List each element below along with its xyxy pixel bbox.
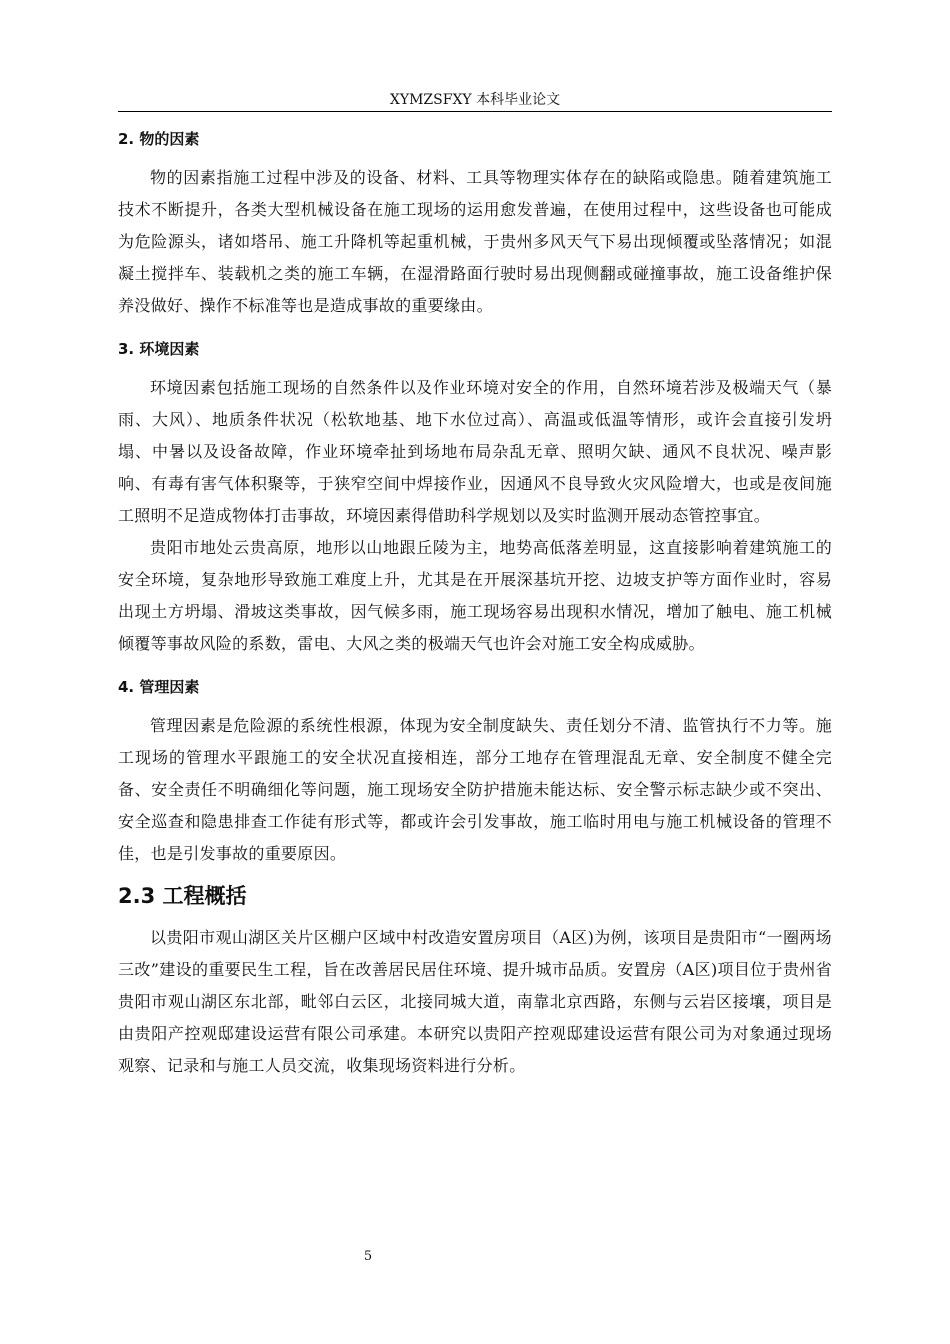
paragraph-environment-1: 环境因素包括施工现场的自然条件以及作业环境对安全的作用，自然环境若涉及极端天气（暴雨、大风）、地质条件状况（松软地基、地下水位过高）、高温或低温等情形，或许会直接引发坍塌、中暑以及设备故障，作业环境牵扯到场地布局杂乱无章、照明欠缺、通风不良状况、噪声影响、有毒有害气体积聚等，于狭窄空间中焊接作业，因通风不良导致火灾风险增大，也或是夜间施工照明不足造成物体打击事故，环境因素得借助科学规划以及实时监测开展动态管控事宜。 xyxy=(118,378,832,525)
section-heading-management: 4. 管理因素 xyxy=(118,678,200,696)
paragraph-project-overview: 以贵阳市观山湖区关片区棚户区域中村改造安置房项目（A区)为例，该项目是贵阳市“一圈两场三改”建设的重要民生工程，旨在改善居民居住环境、提升城市品质。安置房（A区)项目位于贵州省贵阳市观山湖区东北部，毗邻白云区，北接同城大道，南靠北京西路，东侧与云岩区接壤，项目是由贵阳产控观邸建设运营有限公司承建。本研究以贵阳产控观邸建设运营有限公司为对象通过现场观察、记录和与施工人员交流，收集现场资料进行分析。 xyxy=(118,928,832,1075)
header-rule xyxy=(118,111,832,112)
section-heading-material: 2. 物的因素 xyxy=(118,130,200,148)
paragraph-management: 管理因素是危险源的系统性根源，体现为安全制度缺失、责任划分不清、监管执行不力等。施工现场的管理水平跟施工的安全状况直接相连，部分工地存在管理混乱无章、安全制度不健全完备、安全责任不明确细化等问题，施工现场安全防护措施未能达标、安全警示标志缺少或不突出、安全巡查和隐患排查工作徒有形式等，都或许会引发事故，施工临时用电与施工机械设备的管理不佳，也是引发事故的重要原因。 xyxy=(118,716,832,863)
section-heading-environment: 3. 环境因素 xyxy=(118,340,200,358)
page-number: 5 xyxy=(363,1249,373,1264)
page-body xyxy=(118,116,832,1082)
running-header: XYMZSFXY 本科毕业论文 xyxy=(389,92,561,108)
paragraph-material: 物的因素指施工过程中涉及的设备、材料、工具等物理实体存在的缺陷或隐患。随着建筑施工技术不断提升，各类大型机械设备在施工现场的运用愈发普遍，在使用过程中，这些设备也可能成为危险源头，诸如塔吊、施工升降机等起重机械，于贵州多风天气下易出现倾覆或坠落情况；如混凝土搅拌车、装载机之类的施工车辆，在湿滑路面行驶时易出现侧翻或碰撞事故，施工设备维护保养没做好、操作不标准等也是造成事故的重要缘由。 xyxy=(118,168,832,315)
paragraph-environment-2: 贵阳市地处云贵高原，地形以山地跟丘陵为主，地势高低落差明显，这直接影响着建筑施工的安全环境，复杂地形导致施工难度上升，尤其是在开展深基坑开挖、边坡支护等方面作业时，容易出现土方坍塌、滑坡这类事故，因气候多雨，施工现场容易出现积水情况，增加了触电、施工机械倾覆等事故风险的系数，雷电、大风之类的极端天气也许会对施工安全构成威胁。 xyxy=(118,538,832,653)
section-heading-project-overview: 2.3 工程概括 xyxy=(118,884,247,908)
